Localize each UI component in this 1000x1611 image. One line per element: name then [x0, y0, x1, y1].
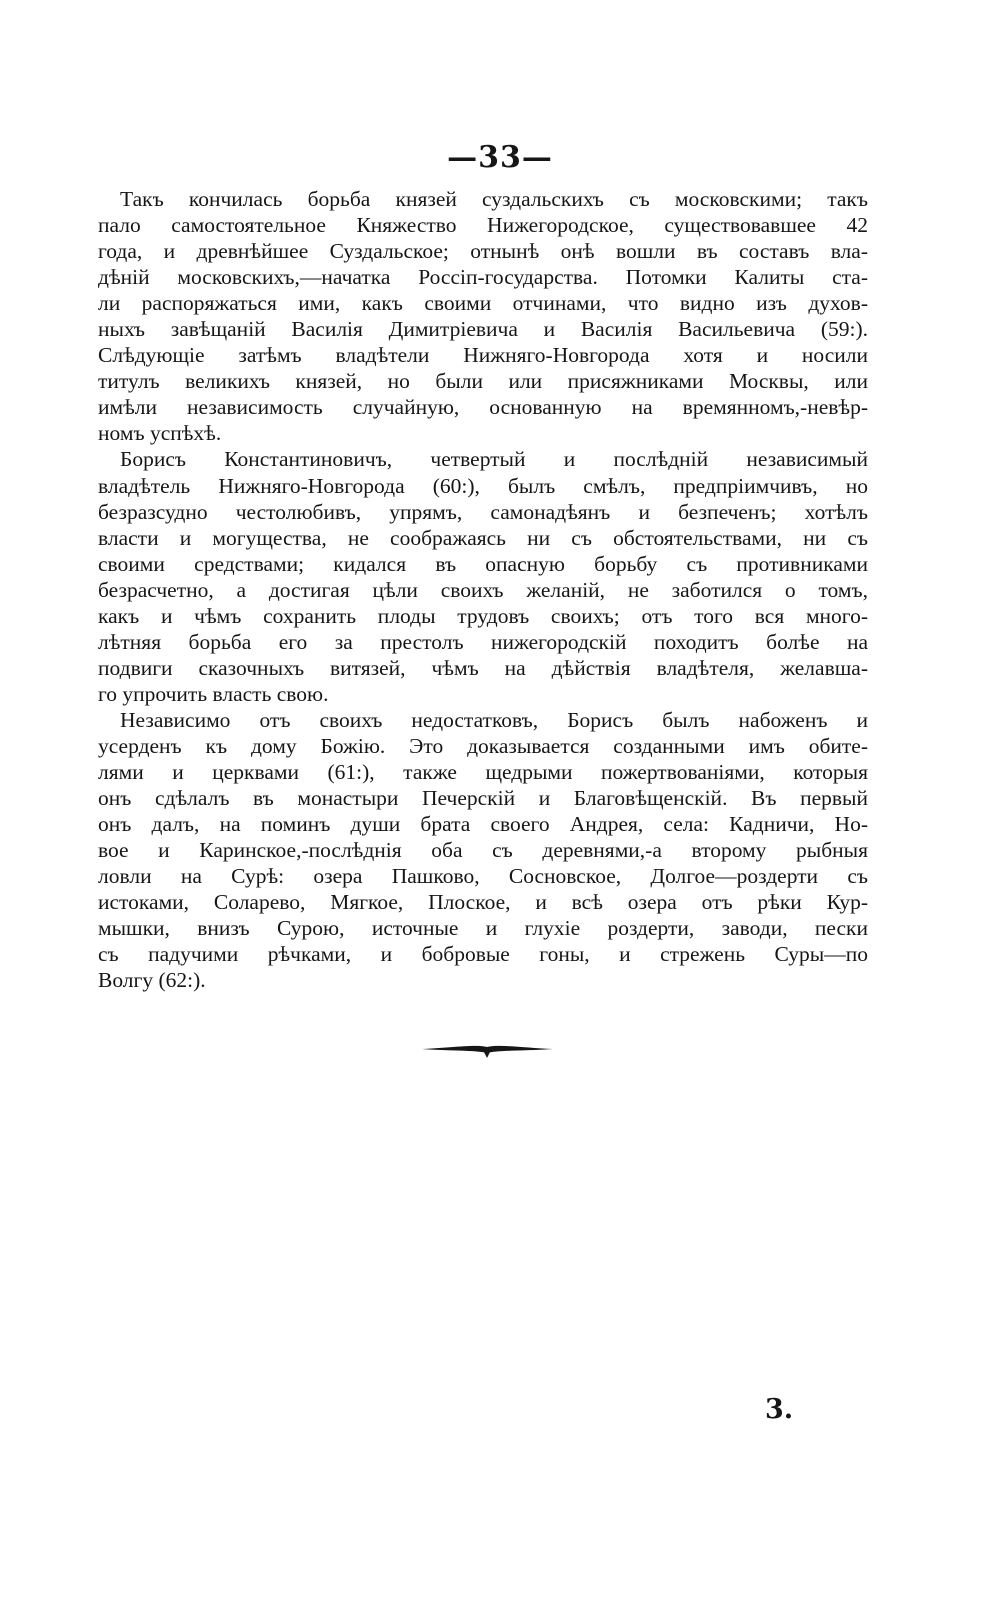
text-line: Такъ кончилась борьба князей суздальскихъ съ московскими; такъ	[120, 187, 868, 211]
text-line: усерденъ къ дому Божію. Это доказывается созданными имъ обите-	[98, 733, 868, 758]
text-line: безрасчетно, а достигая цѣли своихъ желаній, не заботился о томъ,	[98, 577, 868, 602]
text-line: лѣтняя борьба его за престолъ нижегородскій походитъ болѣе на	[98, 629, 868, 654]
text-line: ныхъ завѣщаній Василія Димитріевича и Василія Васильевича (59:).	[98, 317, 868, 342]
text-line: подвиги сказочныхъ витязей, чѣмъ на дѣйствія владѣтеля, желавша-	[98, 655, 868, 680]
text-line: ловли на Сурѣ: озера Пашково, Сосновское, Долгое—роздерти съ	[98, 864, 868, 889]
paragraph-2	[98, 446, 868, 706]
ornament-divider-icon	[420, 1038, 555, 1060]
text-line: имѣли независимость случайную, основанную на времянномъ,-невѣр-	[98, 395, 868, 420]
text-line: истоками, Соларево, Мягкое, Плоское, и всѣ озера отъ рѣки Кур-	[98, 890, 868, 915]
text-line: титулъ великихъ князей, но были или присяжниками Москвы, или	[98, 369, 868, 394]
page-number: —33—	[447, 140, 553, 175]
signature-mark: 3.	[765, 1394, 794, 1425]
text-line: безразсудно честолюбивъ, упрямъ, самонадѣянъ и безпеченъ; хотѣлъ	[98, 499, 868, 524]
text-line: лями и церквами (61:), также щедрыми пожертвованіями, которыя	[98, 760, 868, 785]
text-line: владѣтель Нижняго-Новгорода (60:), былъ смѣлъ, предпріимчивъ, но	[98, 473, 868, 498]
text-line: своими средствами; кидался въ опасную борьбу съ противниками	[98, 551, 868, 576]
body-text	[98, 186, 868, 993]
text-line: какъ и чѣмъ сохранить плоды трудовъ своихъ; отъ того вся много-	[98, 603, 868, 628]
text-line: вое и Каринское,-послѣднія оба съ деревнями,-а второму рыбныя	[98, 838, 868, 863]
text-line: Волгу (62:).	[98, 968, 206, 993]
text-line: Слѣдующіе затѣмъ владѣтели Нижняго-Новгорода хотя и носили	[98, 343, 868, 368]
text-line: мышки, внизъ Сурою, источные и глухіе роздерти, заводи, пески	[98, 916, 868, 941]
text-line: дѣній московскихъ,—начатка Россіп-государства. Потомки Калиты ста-	[98, 265, 868, 290]
text-line: ли распоряжаться ими, какъ своими отчинами, что видно изъ духов-	[98, 291, 868, 316]
text-line: Борисъ Константиновичъ, четвертый и послѣдній независимый	[120, 447, 868, 472]
text-line: онъ сдѣлалъ въ монастыри Печерскій и Благовѣщенскій. Въ первый	[98, 786, 868, 811]
text-line: пало самостоятельное Княжество Нижегородское, существовавшее 42	[98, 213, 868, 238]
text-line: номъ успѣхѣ.	[98, 421, 222, 446]
paragraph-1	[98, 186, 868, 446]
text-line: Независимо отъ своихъ недостатковъ, Борисъ былъ набоженъ и	[120, 707, 868, 732]
text-line: года, и древнѣйшее Суздальское; отнынѣ онѣ вошли въ составъ вла-	[98, 239, 868, 264]
paragraph-3	[98, 707, 868, 994]
text-line: съ падучими рѣчками, и бобровые гоны, и стрежень Суры—по	[98, 942, 868, 967]
text-line: онъ далъ, на поминъ души брата своего Андрея, села: Кадничи, Но-	[98, 812, 868, 837]
text-line: го упрочить власть свою.	[98, 681, 329, 706]
text-line: власти и могущества, не соображаясь ни съ обстоятельствами, ни съ	[98, 525, 868, 550]
